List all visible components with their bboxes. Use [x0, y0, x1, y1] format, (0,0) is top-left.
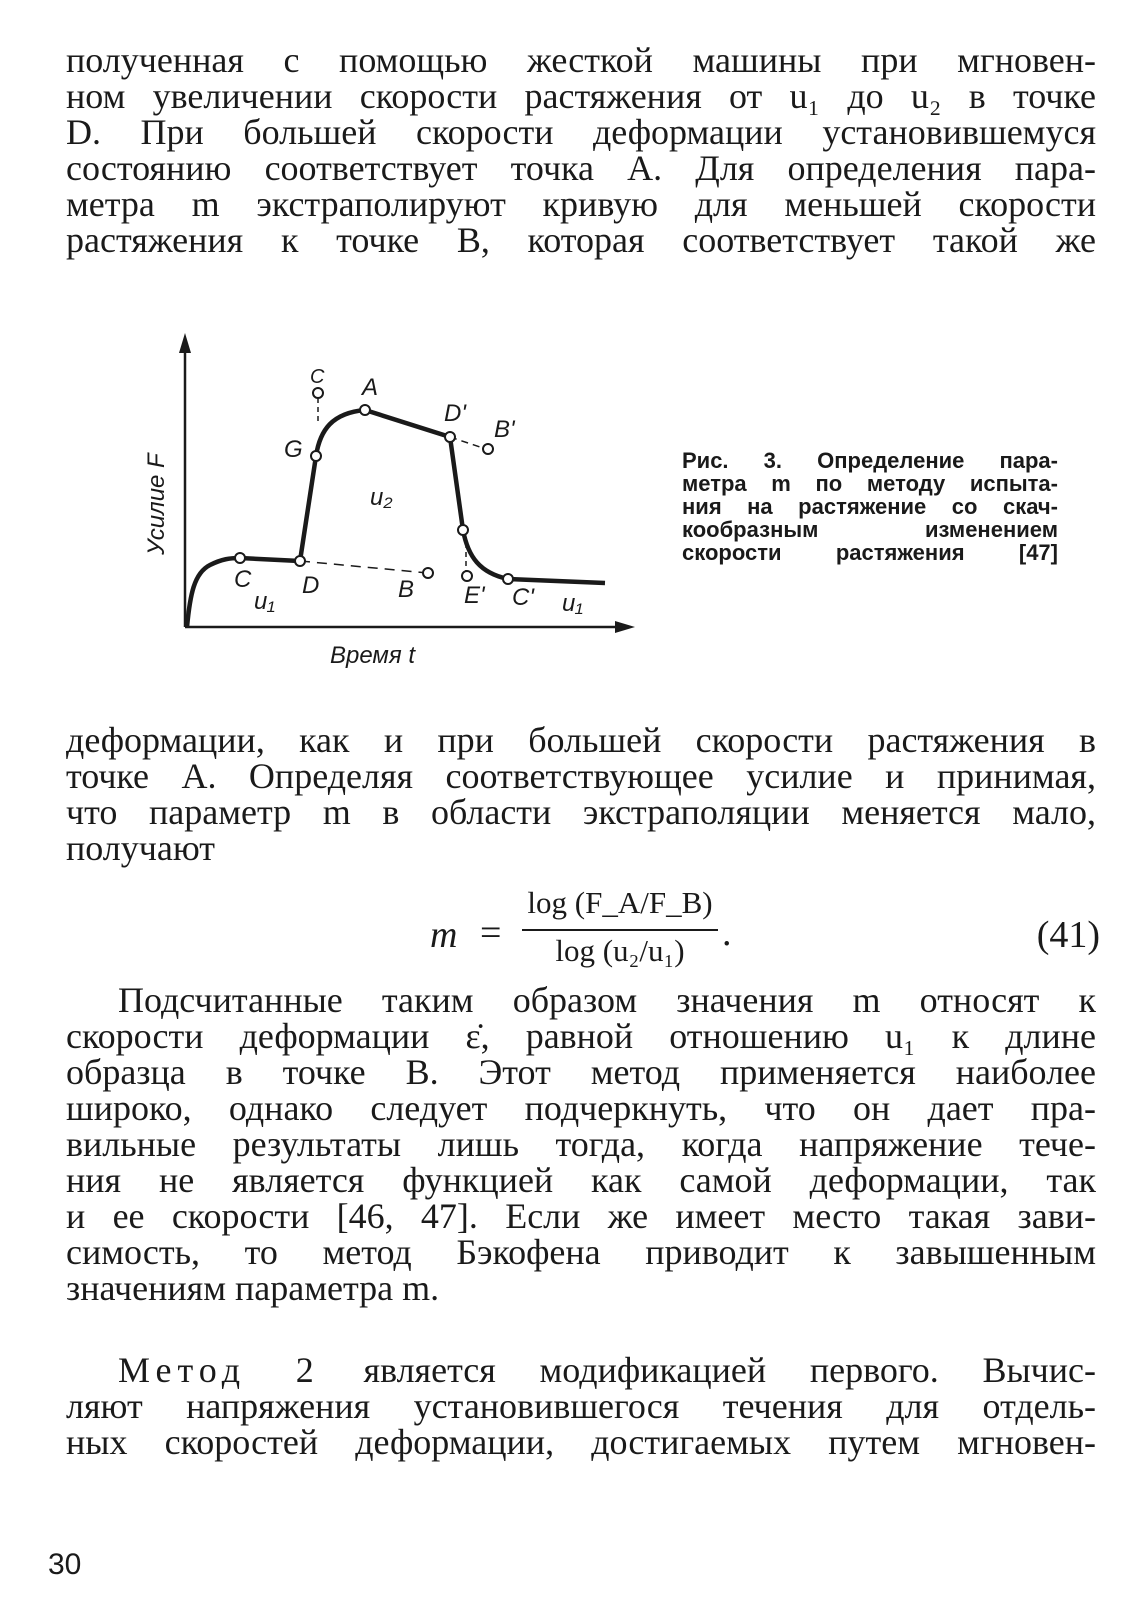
diagram-svg — [130, 325, 650, 685]
paragraph-1 — [66, 42, 1096, 258]
label-a: A — [362, 374, 379, 401]
text-line: метра m экстраполируют кривую для меньшей скорости — [66, 184, 1096, 224]
label-u1-left: u₁ — [254, 588, 275, 615]
text-line: что параметр m в области экстраполяции меняется мало, — [66, 792, 1096, 832]
caption-line: Рис. 3. Определение пара- — [682, 448, 1058, 473]
x-axis-label: Время t — [330, 642, 416, 669]
text-line: Подсчитанные таким образом значения m относят к — [118, 980, 1096, 1020]
text-line: D. При большей скорости деформации установившемуся — [66, 112, 1096, 152]
point-d — [295, 556, 305, 566]
y-axis-arrow — [179, 333, 191, 353]
text-line: точке A. Определяя соответствующее усилие и принимая, — [66, 756, 1096, 796]
point-b-prime — [483, 444, 493, 454]
formula-numerator: log (F_A/F_B) — [527, 885, 713, 920]
label-c-prime: C' — [512, 584, 534, 611]
text-line — [66, 1352, 1096, 1388]
method-2-heading: Метод 2 — [118, 1350, 320, 1390]
text-line: образца в точке B. Этот метод применяется наиболее — [66, 1052, 1096, 1092]
text-line: ляют напряжения установившегося течения для отдель- — [66, 1386, 1096, 1426]
point-e-prime — [462, 571, 472, 581]
text-line: широко, однако следует подчеркнуть, что он дает пра- — [66, 1088, 1096, 1128]
formula-lhs: m — [430, 914, 458, 956]
point-c-prime — [503, 574, 513, 584]
paragraph-2 — [66, 722, 1096, 866]
label-e-prime: E' — [464, 582, 485, 609]
text-line: значениям параметра m. — [66, 1268, 440, 1308]
formula-equals: = — [480, 912, 502, 954]
text-line: и ее скорости [46, 47]. Если же имеет место такая зави- — [66, 1196, 1096, 1236]
text-line: вильные результаты лишь тогда, когда напряжение тече- — [66, 1124, 1096, 1164]
text-line: деформации, как и при большей скорости растяжения в — [66, 720, 1096, 760]
label-b: B — [398, 576, 415, 603]
text-line: полученная с помощью жесткой машины при мгновен- — [66, 40, 1096, 80]
paragraph-4 — [66, 1352, 1096, 1460]
text-line: скорости деформации ε̇, равной отношению u₁ к длине — [66, 1016, 1096, 1056]
paragraph-3 — [66, 982, 1096, 1306]
formula-denominator: log (u₂/u₁) — [555, 933, 685, 968]
figure-caption — [682, 449, 1058, 564]
text-line: симость, то метод Бэкофена приводит к завышенным — [66, 1232, 1096, 1272]
point-upper-e — [458, 525, 468, 535]
text-line: ном увеличении скорости растяжения от u₁ до u₂ в точке — [66, 76, 1096, 116]
caption-line: метра m по методу испыта- — [682, 471, 1058, 496]
force-curve — [187, 410, 605, 627]
y-axis-label: Усилие F — [143, 453, 170, 555]
point-c-top — [313, 388, 323, 398]
caption-line: ния на растяжение со скач- — [682, 494, 1058, 519]
label-c-top: C — [310, 366, 325, 388]
caption-line: кообразным изменением — [682, 517, 1058, 542]
text-line: ния не является функцией как самой деформации, так — [66, 1160, 1096, 1200]
text-line: состоянию соответствует точка A. Для определения пара- — [66, 148, 1096, 188]
label-d-prime: D' — [444, 400, 466, 427]
text-line: получают — [66, 828, 215, 868]
page-number: 30 — [48, 1548, 82, 1581]
fraction-bar — [522, 929, 718, 931]
label-d: D — [302, 572, 320, 599]
label-b-prime: B' — [494, 416, 515, 443]
equation-41 — [430, 885, 1100, 975]
text-fragment: является модификацией первого. Вычис- — [319, 1350, 1096, 1390]
point-c — [235, 553, 245, 563]
label-c: C — [234, 566, 252, 593]
caption-line: скорости растяжения [47] — [682, 540, 1058, 565]
point-d-prime — [445, 432, 455, 442]
x-axis-arrow — [615, 621, 635, 633]
text-line: ных скоростей деформации, достигаемых путем мгновен- — [66, 1422, 1096, 1462]
figure-force-time-diagram — [130, 325, 650, 685]
point-a — [360, 405, 370, 415]
point-g — [311, 451, 321, 461]
label-g: G — [284, 436, 303, 463]
point-b — [423, 568, 433, 578]
label-u1-right: u₁ — [562, 590, 583, 617]
label-u2: u₂ — [370, 484, 393, 511]
equation-number: (41) — [1036, 914, 1100, 956]
formula-period: . — [722, 912, 732, 954]
text-line: растяжения к точке B, которая соответствует такой же — [66, 220, 1096, 260]
